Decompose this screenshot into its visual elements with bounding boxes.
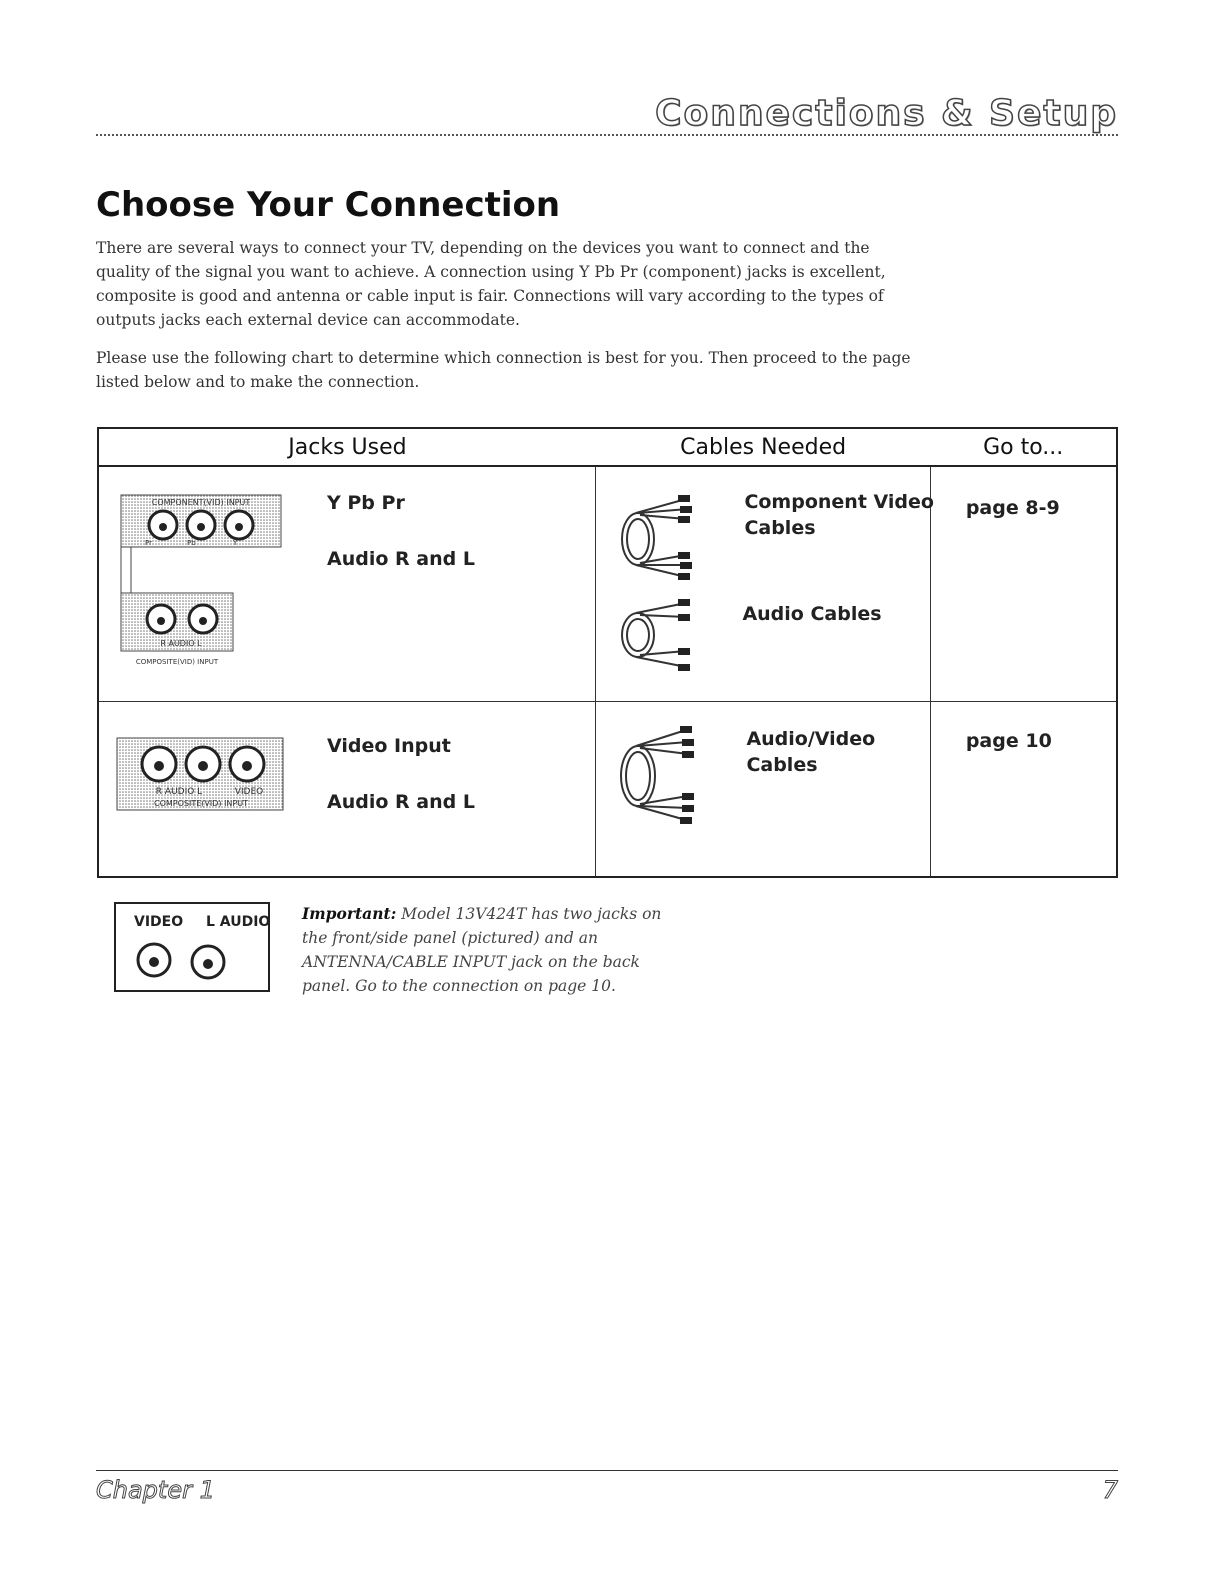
jacks-cell xyxy=(98,466,596,702)
jack-panel-bottom-label: COMPOSITE(VID) INPUT xyxy=(135,658,219,666)
jack-audio-label: R AUDIO L xyxy=(160,639,202,648)
jack-label-pr: Pr xyxy=(145,539,152,547)
jack-audio-label: R AUDIO L xyxy=(155,787,203,797)
connection-table xyxy=(97,427,1118,878)
header-rule xyxy=(96,134,1118,136)
cable-label: Component Video Cables xyxy=(744,491,934,539)
jack-labels xyxy=(327,734,475,846)
header-goto: Go to... xyxy=(930,428,1117,466)
header-cables-needed: Cables Needed xyxy=(596,428,930,466)
front-panel-jacks-icon xyxy=(116,904,268,990)
footer-chapter: Chapter 1 xyxy=(96,1476,215,1504)
important-lead: Important: xyxy=(302,904,397,923)
header-jacks-used: Jacks Used xyxy=(98,428,596,466)
front-panel-jacks-illustration xyxy=(114,902,270,992)
jack-label-y: Y xyxy=(233,539,238,547)
instruction-paragraph: Please use the following chart to determine which connection is best for you. Then proceed to the page listed below and to make the connection. xyxy=(96,349,911,391)
page-number: 7 xyxy=(1102,1476,1118,1504)
goto-page: page 10 xyxy=(965,730,1052,752)
goto-page: page 8-9 xyxy=(965,497,1060,519)
section-header: Connections & Setup xyxy=(655,93,1118,134)
jack-type-label: Audio R and L xyxy=(327,548,475,570)
jack-video-label: VIDEO xyxy=(234,787,264,797)
table-row xyxy=(98,702,1117,878)
table-header-row xyxy=(98,428,1117,466)
cable-label: Audio Cables xyxy=(742,603,882,625)
jack-type-label: Y Pb Pr xyxy=(327,492,405,514)
component-jack-panel-icon xyxy=(113,489,283,669)
footer-rule xyxy=(96,1470,1118,1471)
intro-paragraph: There are several ways to connect your TV, depending on the devices you want to connect and the quality of the signal you want to achieve. A connection using Y Pb Pr (component) jacks is excellent, composite is good and antenna or cable input is fair. Connections will vary according to the types of outputs jacks each external device can accommodate. xyxy=(96,239,886,329)
jack-type-label: Video Input xyxy=(327,735,451,757)
composite-jack-panel-icon xyxy=(113,734,285,814)
cables-cell xyxy=(596,702,930,878)
goto-cell xyxy=(930,702,1117,878)
cable-label: Audio/Video Cables xyxy=(746,728,876,776)
jacks-cell xyxy=(98,702,596,878)
important-body: Model 13V424T has two jacks on the front/side panel (pictured) and an ANTENNA/CABLE INPUT jack on the back panel. Go to the connection on page 10. xyxy=(302,905,662,995)
goto-cell xyxy=(930,466,1117,702)
page-title: Choose Your Connection xyxy=(96,185,561,225)
jack-label-pb: Pb xyxy=(187,539,196,547)
audio-video-cable-icon xyxy=(616,726,700,824)
jack-type-label: Audio R and L xyxy=(327,791,475,813)
component-cable-icon xyxy=(616,495,696,581)
cables-cell xyxy=(596,466,934,702)
front-audio-label: L AUDIO xyxy=(206,914,268,930)
table-row xyxy=(98,466,1117,702)
important-note xyxy=(302,902,682,998)
jack-panel-top-label: COMPONENT(VID) INPUT xyxy=(151,498,251,507)
jack-labels xyxy=(327,491,475,603)
jack-panel-bottom-label: COMPOSITE(VID) INPUT xyxy=(154,799,248,808)
front-video-label: VIDEO xyxy=(134,914,184,930)
audio-cable-icon xyxy=(616,597,696,673)
